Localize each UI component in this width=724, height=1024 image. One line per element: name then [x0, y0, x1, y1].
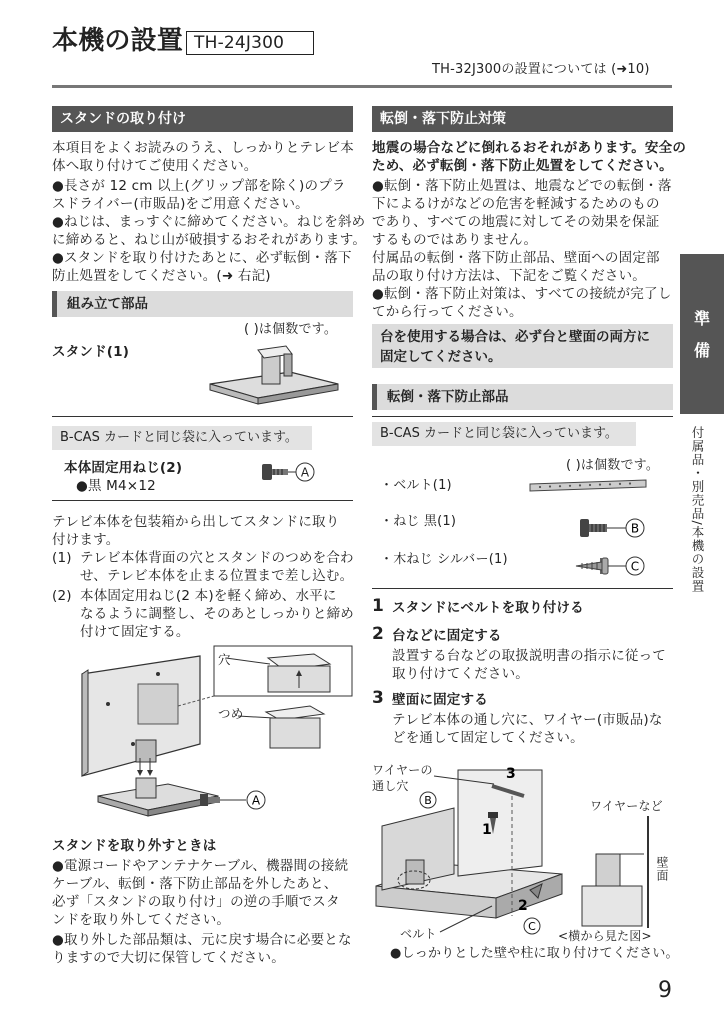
left-parts-rule-2: [52, 500, 353, 501]
step-2-line-1: 本体固定用ねじ(2 本)を軽く締め、水平に: [80, 588, 337, 604]
remove-bullet-1-line-3: 必ず「スタンドの取り付け」の逆の手順でスタ: [52, 894, 340, 910]
steps-intro-1: テレビ本体を包装箱から出してスタンドに取り: [52, 514, 340, 530]
bullet-1-line-1: ●長さが 12 cm 以上(グリップ部を除く)のプラ: [52, 178, 346, 194]
part-belt-label: ・ベルト(1): [380, 478, 452, 493]
bullet-1-line-2: スドライバー(市販品)をご用意ください。: [52, 196, 309, 212]
screw-c-icon: [572, 552, 648, 580]
fig-hole-label: 穴: [218, 652, 231, 667]
bcas-note-left: B-CAS カードと同じ袋に入っています。: [52, 426, 312, 450]
intro-line-2: 体へ取り付けてご使用ください。: [52, 158, 258, 174]
part-c-mark: C: [630, 559, 640, 574]
fall-prevention-illustration: [372, 756, 672, 946]
step-2-num: (2): [52, 588, 72, 604]
fig-wall-label: 壁面: [655, 856, 669, 882]
r-bullet-1-line-4: するものではありません。: [372, 232, 538, 248]
step-2-line-3: 付けて固定する。: [80, 624, 190, 640]
fall-prevention-heading: 転倒・落下防止対策: [372, 106, 673, 132]
stand-label: スタンド(1): [52, 344, 130, 360]
part-b-mark: B: [630, 521, 640, 536]
belt-icon: [528, 478, 648, 494]
fig-side-view-label: <横から見た図>: [558, 929, 652, 943]
r-bullet-1-line-1: ●転倒・落下防止処置は、地震などでの転倒・落: [372, 178, 672, 194]
screw-b-icon: [578, 514, 648, 542]
highlight-line-2: 固定してください。: [380, 349, 502, 365]
r-step-3-title: 壁面に固定する: [392, 692, 488, 708]
fig-claw-label: つめ: [218, 706, 244, 721]
count-note: ( )は個数です。: [244, 322, 338, 337]
r-step-3-num: 3: [372, 688, 385, 708]
remove-bullet-1-line-2: ケーブル、転倒・落下防止部品を外したあと、: [52, 876, 338, 892]
tv-stand-assembly-illustration: [78, 644, 356, 826]
fig-wire-hole-2: 通し穴: [372, 779, 409, 793]
lead-line-2: ため、必ず転倒・落下防止処置をしてください。: [372, 158, 673, 174]
highlight-line-1: 台を使用する場合は、必ず台と壁面の両方に: [380, 329, 650, 345]
r-bullet-2-line-1: ●転倒・落下防止対策は、すべての接続が完了し: [372, 286, 672, 302]
step-1-line-1: テレビ本体背面の穴とスタンドのつめを合わ: [80, 550, 354, 566]
sidebar-tab: [680, 254, 724, 414]
bcas-note-right: B-CAS カードと同じ袋に入っています。: [372, 422, 636, 446]
fig-step-3-mark: 3: [506, 766, 516, 782]
r-bullet-1-line-2: 下によるけがなどの危害を軽減するためのもの: [372, 196, 660, 212]
final-note: ●しっかりとした壁や柱に取り付けてください。: [390, 946, 679, 961]
bullet-3-line-2: 防止処置をしてください。(➜ 右記): [52, 268, 271, 284]
steps-intro-2: 付けます。: [52, 532, 120, 548]
r-bullet-1-line-6: 品の取り付け方法は、下記をご覧ください。: [372, 268, 646, 284]
parts-heading: 組み立て部品: [52, 291, 353, 317]
bullet-2-line-1: ●ねじは、まっすぐに締めてください。ねじを斜め: [52, 214, 366, 230]
sidebar-tab-char-1: 準: [693, 309, 710, 328]
fig-b-mark: B: [424, 794, 432, 807]
page-title: 本機の設置: [52, 26, 184, 56]
r-step-2-num: 2: [372, 624, 385, 644]
sidebar-tab-char-2: 備: [693, 341, 710, 360]
part-wood-screw-label: ・木ねじ シルバー(1): [380, 552, 508, 567]
fig-step-1-mark: 1: [482, 822, 492, 838]
assembly-a-mark: A: [251, 793, 261, 808]
step-1-line-2: せ、テレビ本体を止まる位置まで差し込む。: [80, 568, 354, 584]
remove-bullet-1-line-4: ンドを取り外してください。: [52, 912, 231, 928]
part-screw-black-label: ・ねじ 黒(1): [380, 514, 457, 529]
fig-belt-label: ベルト: [400, 927, 437, 941]
screw-spec: ●黒 M4×12: [76, 478, 156, 494]
r-step-3-line-1: テレビ本体の通し穴に、ワイヤー(市販品)な: [392, 712, 663, 728]
remove-bullet-1-line-1: ●電源コードやアンテナケーブル、機器間の接続: [52, 858, 349, 874]
header-note: TH-32J300の設置については (➜10): [432, 62, 650, 77]
fig-c-mark: C: [528, 920, 536, 933]
right-steps-rule: [372, 588, 673, 589]
step-2-line-2: なるように調整し、そのあとしっかりと締め: [80, 606, 354, 622]
r-step-2-line-1: 設置する台などの取扱説明書の指示に従って: [392, 648, 666, 664]
header-rule: [52, 85, 672, 88]
left-parts-rule: [52, 416, 353, 417]
remove-bullet-2-line-2: りますので大切に保管してください。: [52, 950, 285, 966]
model-number: TH-24J300: [194, 33, 285, 53]
remove-bullet-2-line-1: ●取り外した部品類は、元に戻す場合に必要とな: [52, 932, 352, 948]
screw-label: 本体固定用ねじ(2): [64, 460, 183, 476]
bullet-2-line-2: に締めると、ねじ山が破損するおそれがあります。: [52, 232, 367, 248]
r-bullet-1-line-5: 付属品の転倒・落下防止部品、壁面への固定部: [372, 250, 660, 266]
page-number: 9: [658, 978, 673, 1003]
r-step-2-title: 台などに固定する: [392, 628, 502, 644]
r-step-3-line-2: どを通して固定してください。: [392, 730, 584, 746]
r-step-2-line-2: 取り付けてください。: [392, 666, 529, 682]
r-step-1-num: 1: [372, 596, 385, 616]
count-note-right: ( )は個数です。: [566, 458, 660, 473]
r-bullet-1-line-3: であり、すべての地震に対してその効果を保証: [372, 214, 660, 230]
step-1-num: (1): [52, 550, 72, 566]
bullet-3-line-1: ●スタンドを取り付けたあとに、必ず転倒・落下: [52, 250, 352, 266]
fig-wire-hole-1: ワイヤーの: [372, 763, 433, 777]
lead-line-1: 地震の場合などに倒れるおそれがあります。安全の: [372, 140, 687, 156]
r-bullet-2-line-2: てから行ってください。: [372, 304, 523, 320]
r-step-1-title: スタンドにベルトを取り付ける: [392, 600, 584, 616]
stand-highlight-box: [372, 324, 673, 368]
remove-heading: スタンドを取り外すときは: [52, 838, 217, 854]
stand-heading: スタンドの取り付け: [52, 106, 353, 132]
fall-parts-heading: 転倒・落下防止部品: [372, 384, 673, 410]
screw-a-mark: A: [300, 465, 310, 480]
fig-wire-etc: ワイヤーなど: [590, 799, 663, 813]
fig-step-2-mark: 2: [518, 898, 528, 914]
screw-a-icon: [258, 458, 320, 488]
right-parts-rule: [372, 416, 673, 417]
intro-line-1: 本項目をよくお読みのうえ、しっかりとテレビ本: [52, 140, 354, 156]
stand-illustration: [200, 340, 350, 410]
sidebar-vertical-label: 付属品・別売品/本機の設置: [690, 426, 705, 594]
